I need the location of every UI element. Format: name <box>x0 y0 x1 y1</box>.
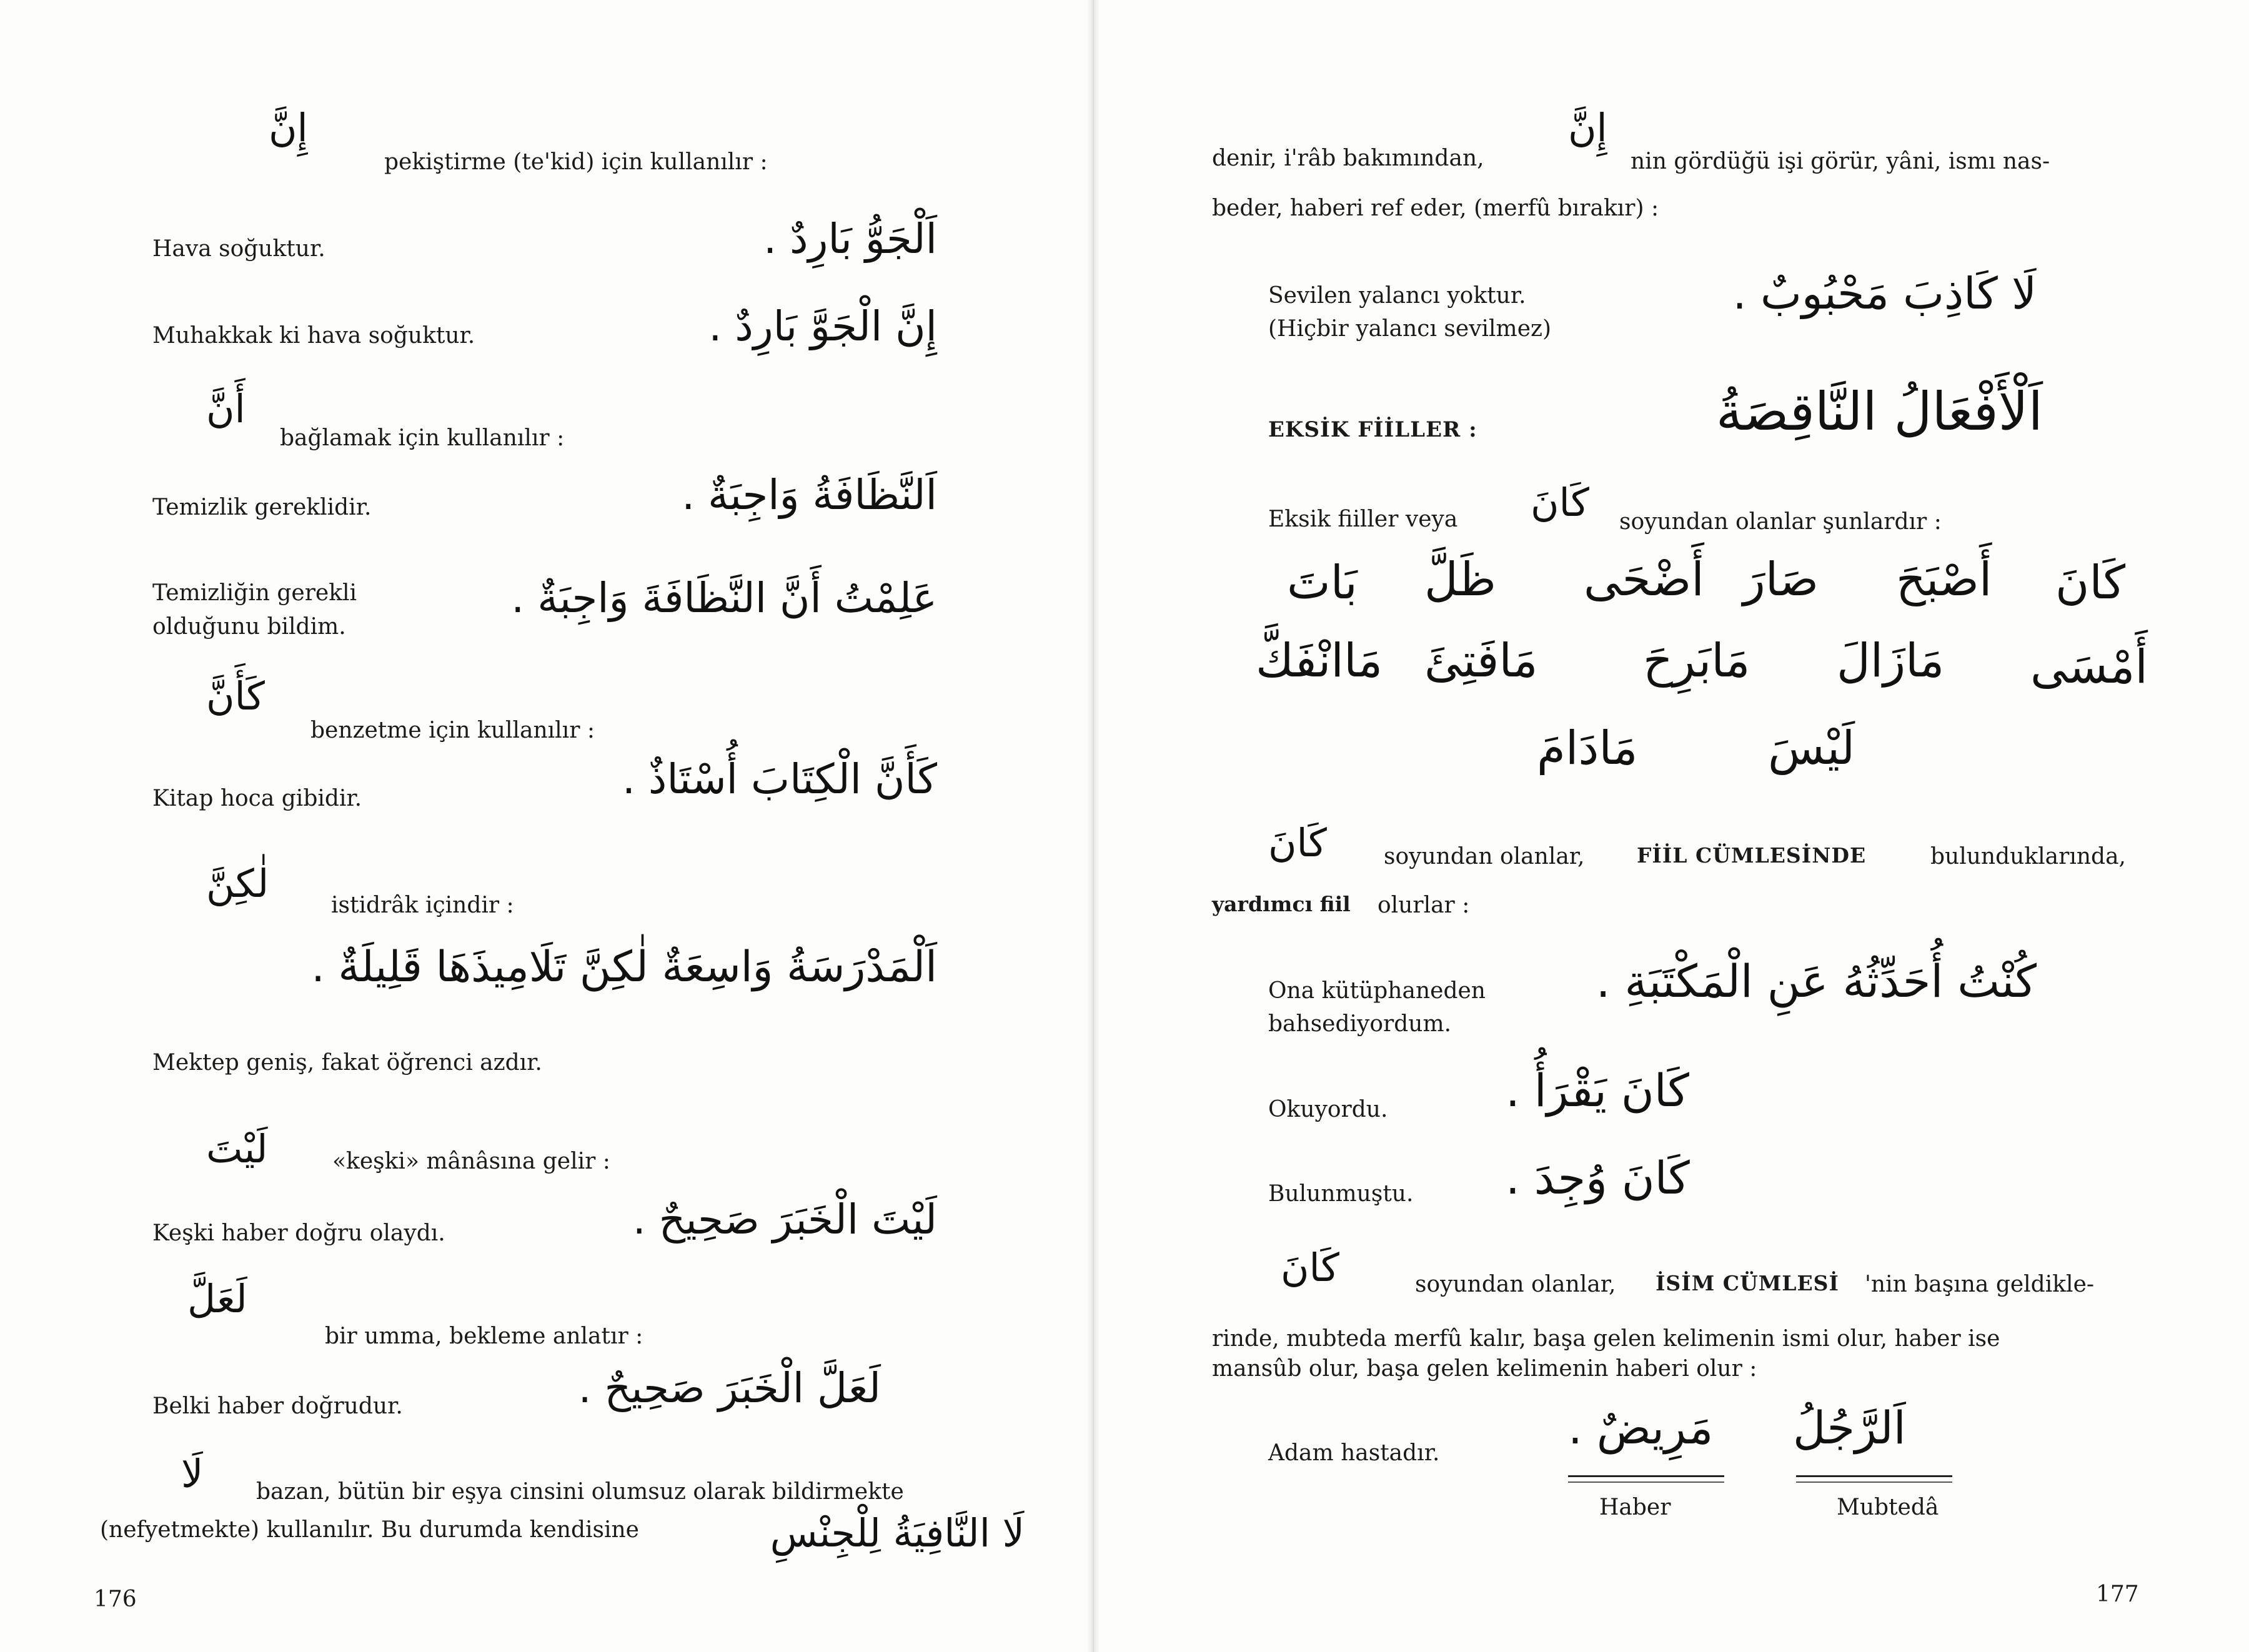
paragraph-line: (nefyetmekte) kullanılır. Bu durumda kendisine <box>100 1517 639 1543</box>
usage-text: bağlamak için kullanılır : <box>280 425 565 451</box>
verb-adha: أَضْحَى <box>1584 553 1704 606</box>
verb-mainfakka: مَاانْفَكَّ <box>1256 634 1383 688</box>
page-number: 176 <box>94 1586 137 1612</box>
turkish-example-line2: olduğunu bildim. <box>152 614 346 640</box>
paragraph-text: soyundan olanlar, <box>1384 844 1585 869</box>
arabic-example: لَيْتَ الْخَبَرَ صَحِيحٌ . <box>632 1195 937 1244</box>
verb-asbaha: أَصْبَحَ <box>1896 553 1992 606</box>
arabic-mubteda: اَلرَّجُلُ <box>1793 1402 1906 1454</box>
paragraph-text: olurlar : <box>1378 893 1470 918</box>
section-heading: EKSİK FİİLLER : <box>1268 417 1477 442</box>
arabic-haber: مَرِيضٌ . <box>1568 1402 1714 1454</box>
turkish-example-line2: bahsediyordum. <box>1268 1011 1452 1037</box>
arabic-example: اَلْجَوُّ بَارِدٌ . <box>763 215 937 263</box>
verb-laysa: لَيْسَ <box>1768 721 1855 775</box>
arabic-example: كَانَ يَقْرَأُ . <box>1506 1064 1689 1117</box>
paragraph-line: soyundan olanlar şunlardır : <box>1619 509 1942 535</box>
turkish-example: Okuyordu. <box>1268 1097 1388 1122</box>
label-haber: Haber <box>1599 1495 1671 1520</box>
turkish-example: Temizlik gereklidir. <box>152 495 372 520</box>
particle-inna: إِنَّ <box>1568 105 1607 151</box>
usage-text: benzetme için kullanılır : <box>310 718 595 743</box>
usage-text: pekiştirme (te'kid) için kullanılır : <box>384 149 768 175</box>
verb-amsa: أَمْسَى <box>2030 640 2148 694</box>
arabic-sentence: اَلْمَدْرَسَةُ وَاسِعَةٌ لٰكِنَّ تَلَامِيذَهَا قَلِيلَةٌ . <box>311 942 937 992</box>
paragraph-line: Eksik fiiller veya <box>1268 507 1458 532</box>
verb-mazala: مَازَالَ <box>1837 634 1945 688</box>
turkish-example: Bulunmuştu. <box>1268 1181 1414 1207</box>
right-page <box>1100 0 2249 1652</box>
underline-mubteda <box>1796 1475 1952 1477</box>
particle-kana: كَانَ <box>1281 1245 1339 1290</box>
particle-kana: كَانَ <box>1531 480 1589 525</box>
underline-haber <box>1568 1475 1724 1477</box>
book-gutter <box>1087 0 1100 1652</box>
verb-mafatia: مَافَتِئَ <box>1424 634 1538 688</box>
arabic-example: لَا كَاذِبَ مَحْبُوبٌ . <box>1732 268 2037 319</box>
paragraph-line: rinde, mubteda merfû kalır, başa gelen kelimenin ismi olur, haber ise <box>1212 1326 2000 1352</box>
emphasis-text: İSİM CÜMLESİ <box>1656 1271 1839 1295</box>
paragraph-line: bazan, bütün bir eşya cinsini olumsuz olarak bildirmekte <box>256 1479 904 1505</box>
paragraph-text: 'nin başına geldikle- <box>1865 1272 2095 1297</box>
arabic-example: عَلِمْتُ أَنَّ النَّظَافَةَ وَاجِبَةٌ . <box>511 574 937 622</box>
particle-inna: إِنَّ <box>269 105 308 151</box>
emphasis-text: yardımcı fiil <box>1212 892 1351 916</box>
arabic-example: اَلنَّظَافَةُ وَاجِبَةٌ . <box>682 471 937 519</box>
turkish-example-line2: (Hiçbir yalancı sevilmez) <box>1268 316 1552 342</box>
verb-mabariha: مَابَرِحَ <box>1643 634 1750 688</box>
verb-kana: كَانَ <box>2055 556 2126 610</box>
turkish-example-line1: Ona kütüphaneden <box>1268 978 1486 1004</box>
particle-layta: لَيْتَ <box>206 1126 268 1172</box>
underline-mubteda-2 <box>1796 1481 1952 1483</box>
paragraph-line: mansûb olur, başa gelen kelimenin haberi olur : <box>1212 1356 1757 1382</box>
arabic-example: لَعَلَّ الْخَبَرَ صَحِيحٌ . <box>578 1364 881 1412</box>
label-mubteda: Mubtedâ <box>1837 1495 1939 1520</box>
particle-kana: كَانَ <box>1268 820 1327 866</box>
verb-zalla: ظَلَّ <box>1424 553 1496 606</box>
turkish-example: Hava soğuktur. <box>152 236 325 262</box>
arabic-example: كَانَ وُجِدَ . <box>1506 1152 1690 1204</box>
paragraph-line: beder, haberi ref eder, (merfû bırakır) : <box>1212 195 1659 221</box>
particle-laalla: لَعَلَّ <box>187 1276 247 1322</box>
turkish-example-line1: Sevilen yalancı yoktur. <box>1268 283 1526 309</box>
particle-kaanna: كَأَنَّ <box>206 673 265 719</box>
turkish-example: Muhakkak ki hava soğuktur. <box>152 323 475 349</box>
turkish-translation: Mektep geniş, fakat öğrenci azdır. <box>152 1050 542 1076</box>
left-page <box>0 0 1087 1652</box>
verb-madama: مَادَامَ <box>1537 721 1638 775</box>
particle-la: لَا <box>181 1451 204 1496</box>
verb-bata: بَاتَ <box>1287 556 1358 610</box>
turkish-example-line1: Temizliğin gerekli <box>152 580 357 606</box>
turkish-example: Kitap hoca gibidir. <box>152 786 362 811</box>
arabic-term: لَا النَّافِيَةُ لِلْجِنْسِ <box>770 1510 1025 1556</box>
paragraph-text: bulunduklarında, <box>1930 844 2126 869</box>
arabic-example: كُنْتُ أُحَدِّثُهُ عَنِ الْمَكْتَبَةِ . <box>1596 955 2037 1007</box>
turkish-example: Adam hastadır. <box>1268 1440 1440 1466</box>
paragraph-line: denir, i'râb bakımından, <box>1212 146 1484 171</box>
underline-haber-2 <box>1568 1481 1724 1483</box>
particle-anna: أَنَّ <box>206 386 246 432</box>
verb-sara: صَارَ <box>1743 553 1819 606</box>
emphasis-text: FİİL CÜMLESİNDE <box>1637 843 1867 868</box>
paragraph-line: nin gördüğü işi görür, yâni, ismı nas- <box>1631 149 2050 174</box>
arabic-example: كَأَنَّ الْكِتَابَ أُسْتَاذٌ . <box>622 755 937 803</box>
heading-arabic: اَلْأَفْعَالُ النَّاقِصَةُ <box>1715 381 2043 442</box>
turkish-example: Belki haber doğrudur. <box>152 1393 403 1419</box>
paragraph-text: soyundan olanlar, <box>1415 1272 1616 1297</box>
turkish-example: Keşki haber doğru olaydı. <box>152 1220 445 1246</box>
particle-lakinna: لٰكِنَّ <box>206 861 269 906</box>
usage-text: istidrâk içindir : <box>331 893 514 918</box>
page-number: 177 <box>2096 1581 2139 1607</box>
usage-text: bir umma, bekleme anlatır : <box>325 1323 643 1349</box>
arabic-example: إِنَّ الْجَوَّ بَارِدٌ . <box>708 302 937 350</box>
usage-text: «keşki» mânâsına gelir : <box>332 1149 610 1174</box>
